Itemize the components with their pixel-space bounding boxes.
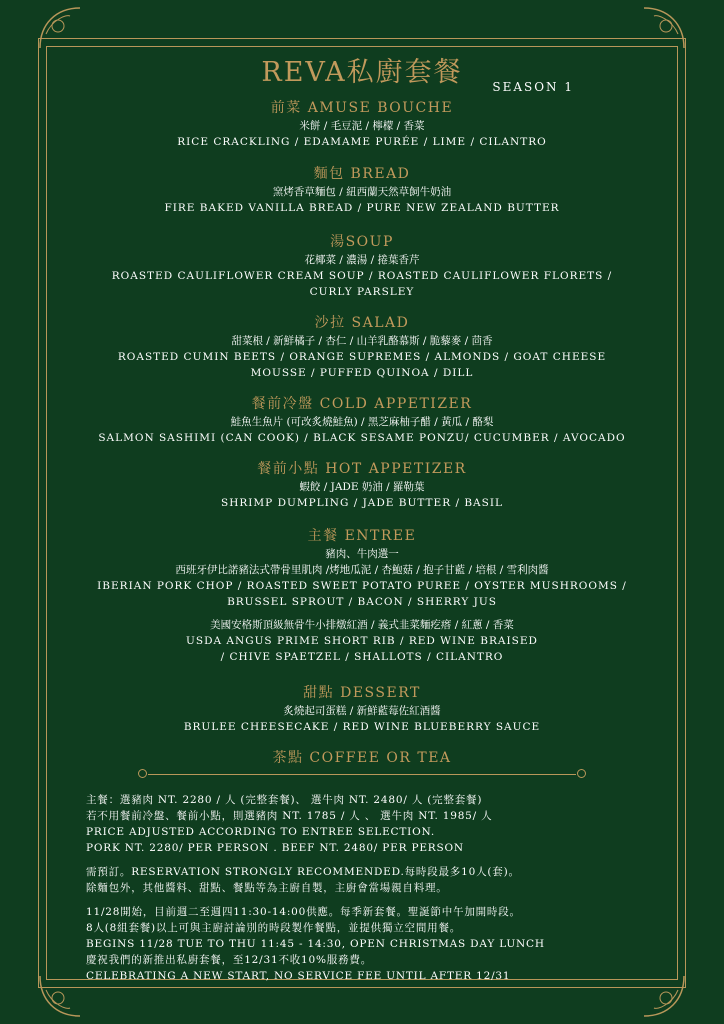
section-heading: 餐前小點 HOT APPETIZER bbox=[257, 461, 467, 477]
divider-dot-left bbox=[138, 769, 147, 778]
notes-line: 8人(8組套餐)以上可與主廚討論別的時段製作餐點，並提供獨立空間用餐。 bbox=[86, 922, 462, 934]
dish-line-english: BRULEE CHEESECAKE / RED WINE BLUEBERRY SAUCE bbox=[183, 721, 541, 733]
section-heading: 主餐 ENTREE bbox=[307, 528, 417, 544]
line-gap bbox=[0, 610, 724, 617]
dish-line-chinese: 鮭魚生魚片 (可改炙燒鮭魚) / 黑芝麻柚子醋 / 黃瓜 / 酪梨 bbox=[230, 416, 494, 428]
notes-paragraph bbox=[86, 792, 646, 856]
notes-line: BEGINS 11/28 TUE TO THU 11:45 - 14:30, OPEN CHRISTMAS DAY LUNCH bbox=[86, 938, 545, 950]
section-hot bbox=[0, 459, 724, 511]
section-heading: 甜點 DESSERT bbox=[303, 685, 421, 701]
dish-line-chinese: 窯烤香草麵包 / 紐西蘭天然草飼牛奶油 bbox=[272, 186, 452, 198]
notes-block bbox=[86, 792, 646, 990]
dish-line-chinese: 炙燒起司蛋糕 / 新鮮藍莓佐紅酒醬 bbox=[283, 705, 441, 717]
notes-line: PORK NT. 2280/ PER PERSON . BEEF NT. 2480/ PER PERSON bbox=[86, 842, 464, 854]
notes-paragraph bbox=[86, 904, 646, 984]
notes-line: 除麵包外，其他醬料、甜點、餐點等為主廚自製，主廚會當場親自料理。 bbox=[86, 882, 448, 894]
section-heading: 湯SOUP bbox=[330, 234, 394, 250]
dish-line-english: ROASTED CUMIN BEETS / ORANGE SUPREMES / ALMONDS / GOAT CHEESE bbox=[117, 351, 607, 363]
dish-line-english: SALMON SASHIMI (CAN COOK) / BLACK SESAME PONZU/ CUCUMBER / AVOCADO bbox=[98, 432, 626, 444]
notes-paragraph bbox=[86, 864, 646, 896]
dish-line-english: / CHIVE SPAETZEL / SHALLOTS / CILANTRO bbox=[220, 651, 504, 663]
dish-line-chinese: 甜菜根 / 新鮮橘子 / 杏仁 / 山羊乳酪慕斯 / 脆藜麥 / 茴香 bbox=[231, 335, 493, 347]
menu-title: REVA私廚套餐 bbox=[261, 57, 463, 88]
dish-line-chinese: 豬肉、牛肉選一 bbox=[325, 548, 399, 560]
section-amuse bbox=[0, 98, 724, 150]
dish-line-chinese: 美國安格斯頂級無骨牛小排燉紅酒 / 義式韭菜麵疙瘩 / 紅蔥 / 香菜 bbox=[210, 619, 514, 631]
dish-line-english: USDA ANGUS PRIME SHORT RIB / RED WINE BRAISED bbox=[186, 635, 538, 647]
notes-line: CELEBRATING A NEW START, NO SERVICE FEE UNTIL AFTER 12/31 bbox=[86, 970, 511, 982]
corner-ornament-bottom-left bbox=[36, 972, 84, 1020]
section-dessert bbox=[0, 683, 724, 735]
section-heading: 前菜 AMUSE BOUCHE bbox=[270, 100, 454, 116]
section-heading: 餐前冷盤 COLD APPETIZER bbox=[251, 396, 473, 412]
section-entree bbox=[0, 526, 724, 665]
season-label: SEASON 1 bbox=[492, 80, 574, 94]
section-coffee bbox=[0, 748, 724, 768]
divider-rule bbox=[148, 774, 576, 775]
notes-line: 11/28開始，目前週二至週四11:30-14:00供應。每季新套餐。聖誕節中午加開時段。 bbox=[86, 906, 521, 918]
dish-line-english: IBERIAN PORK CHOP / ROASTED SWEET POTATO PUREE / OYSTER MUSHROOMS / bbox=[97, 580, 627, 592]
corner-ornament-bottom-right bbox=[640, 972, 688, 1020]
dish-line-chinese: 米餅 / 毛豆泥 / 檸檬 / 香菜 bbox=[299, 120, 425, 132]
dish-line-chinese: 花椰菜 / 濃湯 / 捲葉香芹 bbox=[304, 254, 420, 266]
section-heading: 沙拉 SALAD bbox=[314, 315, 410, 331]
dish-line-english: RICE CRACKLING / EDAMAME PURÉE / LIME / CILANTRO bbox=[177, 136, 547, 148]
dish-line-english: ROASTED CAULIFLOWER CREAM SOUP / ROASTED CAULIFLOWER FLORETS / bbox=[111, 270, 613, 282]
section-cold bbox=[0, 394, 724, 446]
dish-line-english: BRUSSEL SPROUT / BACON / SHERRY JUS bbox=[227, 596, 497, 608]
section-bread bbox=[0, 164, 724, 216]
notes-line: PRICE ADJUSTED ACCORDING TO ENTREE SELECTION. bbox=[86, 826, 435, 838]
corner-ornament-top-right bbox=[640, 4, 688, 52]
notes-line: 慶祝我們的新推出私廚套餐，至12/31不收10%服務費。 bbox=[86, 954, 372, 966]
dish-line-english: SHRIMP DUMPLING / JADE BUTTER / BASIL bbox=[221, 497, 503, 509]
divider-dot-right bbox=[577, 769, 586, 778]
notes-line: 主餐：選豬肉 NT. 2280 / 人 (完整套餐)、 選牛肉 NT. 2480/ 人 (完整套餐) bbox=[86, 794, 483, 806]
section-heading: 麵包 BREAD bbox=[313, 166, 411, 182]
dish-line-english: FIRE BAKED VANILLA BREAD / PURE NEW ZEALAND BUTTER bbox=[164, 202, 560, 214]
section-soup bbox=[0, 232, 724, 300]
notes-line: 若不用餐前冷盤、餐前小點，則選豬肉 NT. 1785 / 人 、 選牛肉 NT. 1985/ 人 bbox=[86, 810, 493, 822]
dish-line-chinese: 西班牙伊比諾豬法式帶骨里肌肉 /烤地瓜泥 / 杏鮑菇 / 抱子甘藍 / 培根 / 雪利肉醬 bbox=[175, 564, 549, 576]
corner-ornament-top-left bbox=[36, 4, 84, 52]
section-salad bbox=[0, 313, 724, 381]
dish-line-english: MOUSSE / PUFFED QUINOA / DILL bbox=[250, 367, 474, 379]
dish-line-chinese: 蝦餃 / JADE 奶油 / 羅勒葉 bbox=[299, 481, 425, 493]
notes-line: 需預訂。RESERVATION STRONGLY RECOMMENDED.每時段最多10人(套)。 bbox=[86, 866, 520, 878]
section-heading: 茶點 COFFEE OR TEA bbox=[272, 750, 452, 766]
dish-line-english: CURLY PARSLEY bbox=[309, 286, 415, 298]
